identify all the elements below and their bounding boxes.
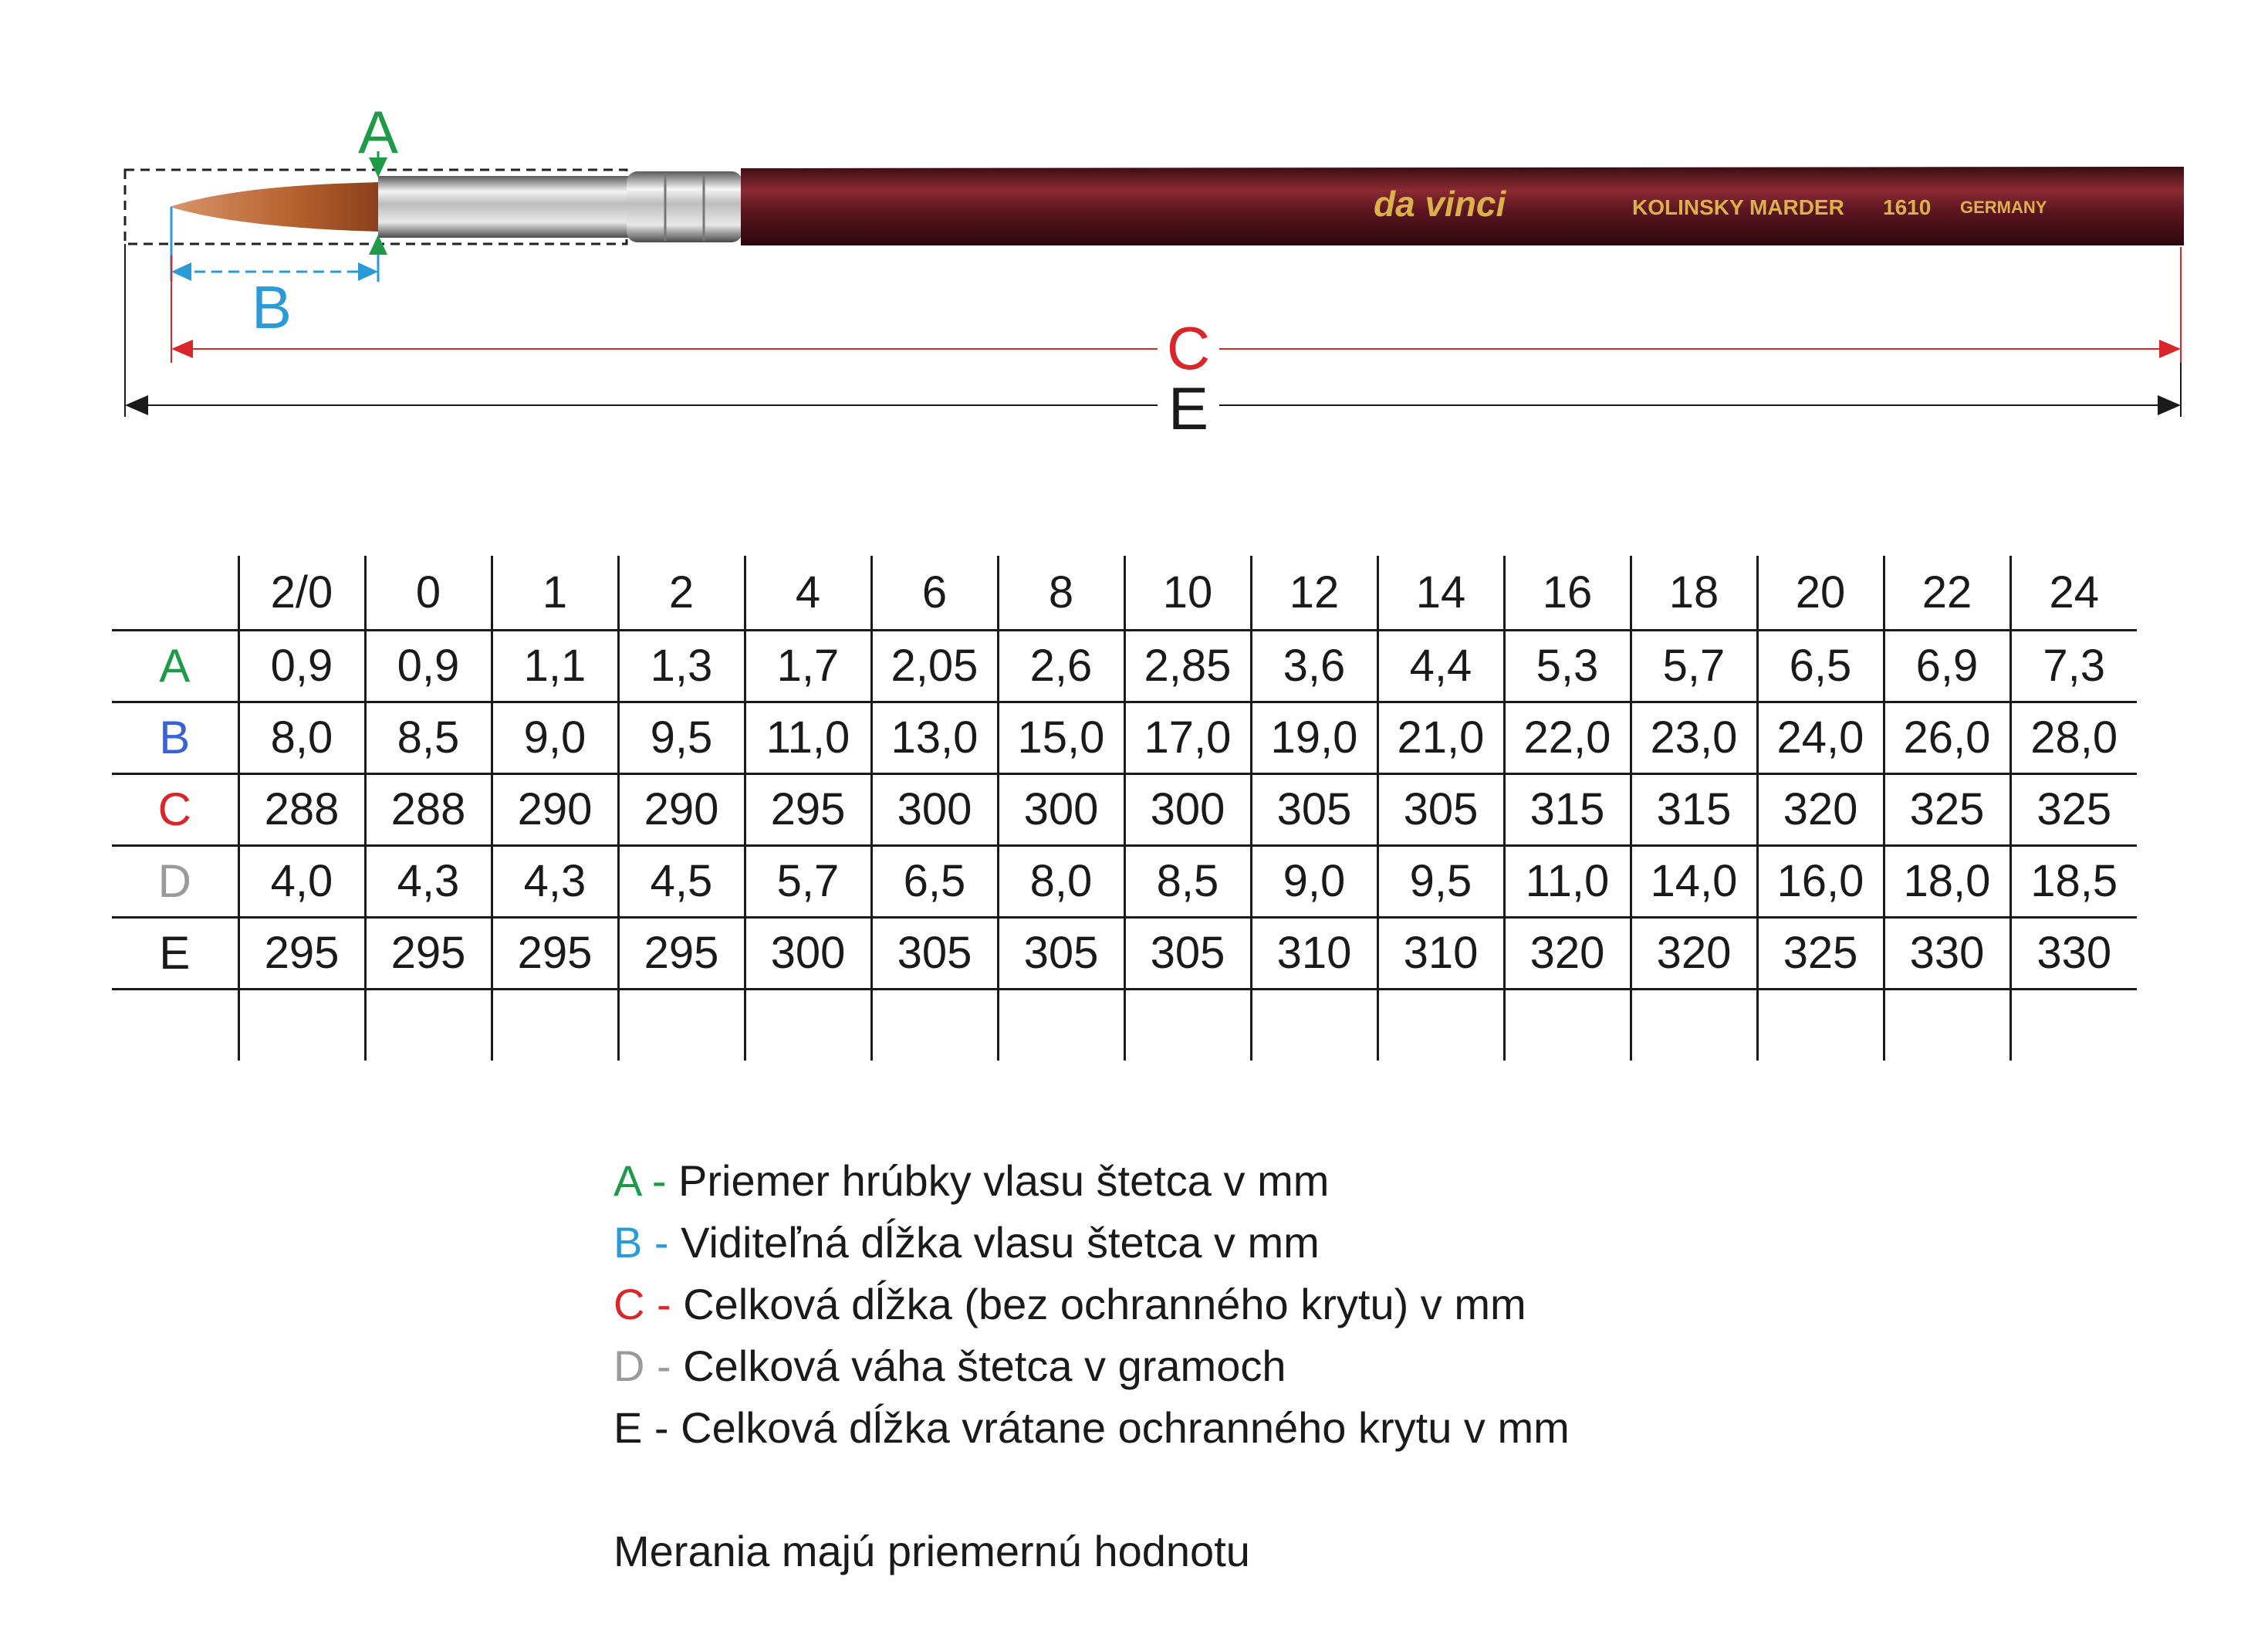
table-cell-empty [1504, 989, 1631, 1061]
table-cell: 295 [238, 917, 365, 989]
legend-key: E [613, 1403, 643, 1452]
table-cell: 310 [1251, 917, 1377, 989]
legend-separator: - [642, 1218, 681, 1267]
brush-diagram [0, 0, 2268, 494]
table-cell-empty [492, 989, 618, 1061]
column-header: 16 [1504, 556, 1631, 630]
column-header: 24 [2010, 556, 2137, 630]
legend-separator: - [644, 1280, 684, 1328]
handle-origin: GERMANY [1960, 198, 2047, 217]
handle-imprint: KOLINSKY MARDER [1632, 195, 1844, 219]
brush-ferrule [378, 176, 629, 238]
table-cell: 295 [745, 773, 871, 845]
table-cell: 4,0 [238, 845, 365, 917]
table-cell: 18,0 [1884, 845, 2010, 917]
table-cell: 295 [618, 917, 745, 989]
legend-separator: - [642, 1403, 681, 1452]
table-cell: 305 [1124, 917, 1251, 989]
table-row [112, 630, 2137, 702]
table-cell-empty [1631, 989, 1757, 1061]
legend-item [613, 1212, 1570, 1274]
table-cell: 5,7 [745, 845, 871, 917]
table-row [112, 773, 2137, 845]
table-cell: 320 [1757, 773, 1884, 845]
table-cell: 0,9 [238, 630, 365, 702]
legend-text: Priemer hrúbky vlasu štetca v mm [678, 1156, 1330, 1205]
table-cell-empty [745, 989, 871, 1061]
column-header: 22 [1884, 556, 2010, 630]
table-cell: 14,0 [1631, 845, 1757, 917]
table-row [112, 845, 2137, 917]
legend-item [613, 1150, 1570, 1212]
row-label: D [112, 845, 238, 917]
table-cell: 9,0 [1251, 845, 1377, 917]
table-cell: 325 [1884, 773, 2010, 845]
table-cell: 1,1 [492, 630, 618, 702]
table-cell: 4,5 [618, 845, 745, 917]
table-cell: 288 [238, 773, 365, 845]
table-cell-empty [2010, 989, 2137, 1061]
legend-text: Celková váha štetca v gramoch [683, 1342, 1286, 1390]
table-cell: 6,5 [871, 845, 998, 917]
table-corner [112, 556, 238, 630]
table-cell: 8,0 [998, 845, 1124, 917]
table-cell: 6,9 [1884, 630, 2010, 702]
table-cell: 310 [1377, 917, 1504, 989]
column-header: 8 [998, 556, 1124, 630]
legend-separator: - [644, 1342, 684, 1390]
table-cell-empty [871, 989, 998, 1061]
legend [613, 1150, 1570, 1582]
table-cell: 4,3 [492, 845, 618, 917]
table-cell: 325 [1757, 917, 1884, 989]
table-cell: 1,7 [745, 630, 871, 702]
table-cell-empty [1377, 989, 1504, 1061]
column-header: 14 [1377, 556, 1504, 630]
table-cell: 8,5 [365, 702, 492, 773]
table-cell: 6,5 [1757, 630, 1884, 702]
legend-text: Celková dĺžka vrátane ochranného krytu v mm [681, 1403, 1570, 1452]
table-cell: 17,0 [1124, 702, 1251, 773]
table-cell: 295 [492, 917, 618, 989]
legend-key: B [613, 1218, 643, 1267]
legend-item [613, 1335, 1570, 1397]
column-header: 1 [492, 556, 618, 630]
table-cell: 16,0 [1757, 845, 1884, 917]
table-cell: 13,0 [871, 702, 998, 773]
brand-logo: da vinci [1374, 184, 1506, 224]
table-row [112, 917, 2137, 989]
column-header: 2 [618, 556, 745, 630]
table-cell: 19,0 [1251, 702, 1377, 773]
legend-text: Celková dĺžka (bez ochranného krytu) v mm [683, 1280, 1526, 1328]
table-cell: 9,5 [1377, 845, 1504, 917]
table-cell: 15,0 [998, 702, 1124, 773]
column-header: 0 [365, 556, 492, 630]
row-label: B [112, 702, 238, 773]
legend-note: Merania majú priemernú hodnotu [613, 1527, 1250, 1575]
dimension-c [171, 247, 2181, 382]
table-cell: 9,0 [492, 702, 618, 773]
legend-separator: - [640, 1156, 679, 1205]
table-cell: 24,0 [1757, 702, 1884, 773]
handle-series: 1610 [1883, 195, 1932, 219]
table-cell: 0,9 [365, 630, 492, 702]
brush-ferrule-crimp [627, 171, 742, 242]
table-cell-empty [365, 989, 492, 1061]
table-cell: 1,3 [618, 630, 745, 702]
table-cell: 28,0 [2010, 702, 2137, 773]
table-cell: 5,3 [1504, 630, 1631, 702]
table-row [112, 702, 2137, 773]
table-cell: 7,3 [2010, 630, 2137, 702]
legend-key: C [613, 1280, 645, 1328]
table-cell: 320 [1504, 917, 1631, 989]
legend-key: A [613, 1156, 641, 1205]
table-cell-empty [112, 989, 238, 1061]
table-cell: 300 [998, 773, 1124, 845]
table-cell: 330 [1884, 917, 2010, 989]
brush-hair [170, 182, 380, 232]
size-table [112, 556, 2137, 1061]
table-cell: 8,5 [1124, 845, 1251, 917]
table-cell-empty [1884, 989, 2010, 1061]
table-cell: 315 [1631, 773, 1757, 845]
column-header: 6 [871, 556, 998, 630]
table-cell: 11,0 [1504, 845, 1631, 917]
column-header: 20 [1757, 556, 1884, 630]
table-cell-empty [618, 989, 745, 1061]
table-cell: 300 [871, 773, 998, 845]
row-label: E [112, 917, 238, 989]
column-header: 2/0 [238, 556, 365, 630]
table-cell: 9,5 [618, 702, 745, 773]
table-cell: 26,0 [1884, 702, 2010, 773]
dimension-b-label: B [251, 273, 292, 341]
table-cell-empty [1251, 989, 1377, 1061]
table-cell-empty [238, 989, 365, 1061]
table-cell: 290 [618, 773, 745, 845]
row-label: A [112, 630, 238, 702]
table-cell: 290 [492, 773, 618, 845]
table-cell: 305 [1377, 773, 1504, 845]
table-cell: 288 [365, 773, 492, 845]
dimension-a-label: A [357, 98, 399, 166]
table-cell: 2,6 [998, 630, 1124, 702]
table-cell: 315 [1504, 773, 1631, 845]
table-cell: 18,5 [2010, 845, 2137, 917]
column-header: 12 [1251, 556, 1377, 630]
table-cell: 21,0 [1377, 702, 1504, 773]
table-cell: 5,7 [1631, 630, 1757, 702]
column-header: 4 [745, 556, 871, 630]
table-cell: 330 [2010, 917, 2137, 989]
table-cell-empty [998, 989, 1124, 1061]
legend-item [613, 1274, 1570, 1335]
dimension-e [125, 244, 2181, 442]
table-cell: 325 [2010, 773, 2137, 845]
legend-item [613, 1397, 1570, 1459]
table-cell: 23,0 [1631, 702, 1757, 773]
column-header: 10 [1124, 556, 1251, 630]
table-header-row [112, 556, 2137, 630]
table-cell: 305 [1251, 773, 1377, 845]
table-cell: 305 [998, 917, 1124, 989]
legend-key: D [613, 1342, 645, 1390]
legend-text: Viditeľná dĺžka vlasu štetca v mm [681, 1218, 1320, 1267]
table-cell: 4,4 [1377, 630, 1504, 702]
table-cell: 22,0 [1504, 702, 1631, 773]
dimension-e-label: E [1168, 374, 1209, 442]
table-cell: 300 [1124, 773, 1251, 845]
column-header: 18 [1631, 556, 1757, 630]
table-cell: 305 [871, 917, 998, 989]
table-cell: 4,3 [365, 845, 492, 917]
dimension-c-label: C [1166, 314, 1211, 382]
table-cell: 8,0 [238, 702, 365, 773]
table-cell-empty [1124, 989, 1251, 1061]
table-cell: 2,85 [1124, 630, 1251, 702]
table-cell: 300 [745, 917, 871, 989]
table-cell: 2,05 [871, 630, 998, 702]
table-cell: 320 [1631, 917, 1757, 989]
table-cell: 295 [365, 917, 492, 989]
table-row-empty [112, 989, 2137, 1061]
table-cell: 3,6 [1251, 630, 1377, 702]
table-cell: 11,0 [745, 702, 871, 773]
legend-list [613, 1150, 1570, 1459]
table-cell-empty [1757, 989, 1884, 1061]
row-label: C [112, 773, 238, 845]
